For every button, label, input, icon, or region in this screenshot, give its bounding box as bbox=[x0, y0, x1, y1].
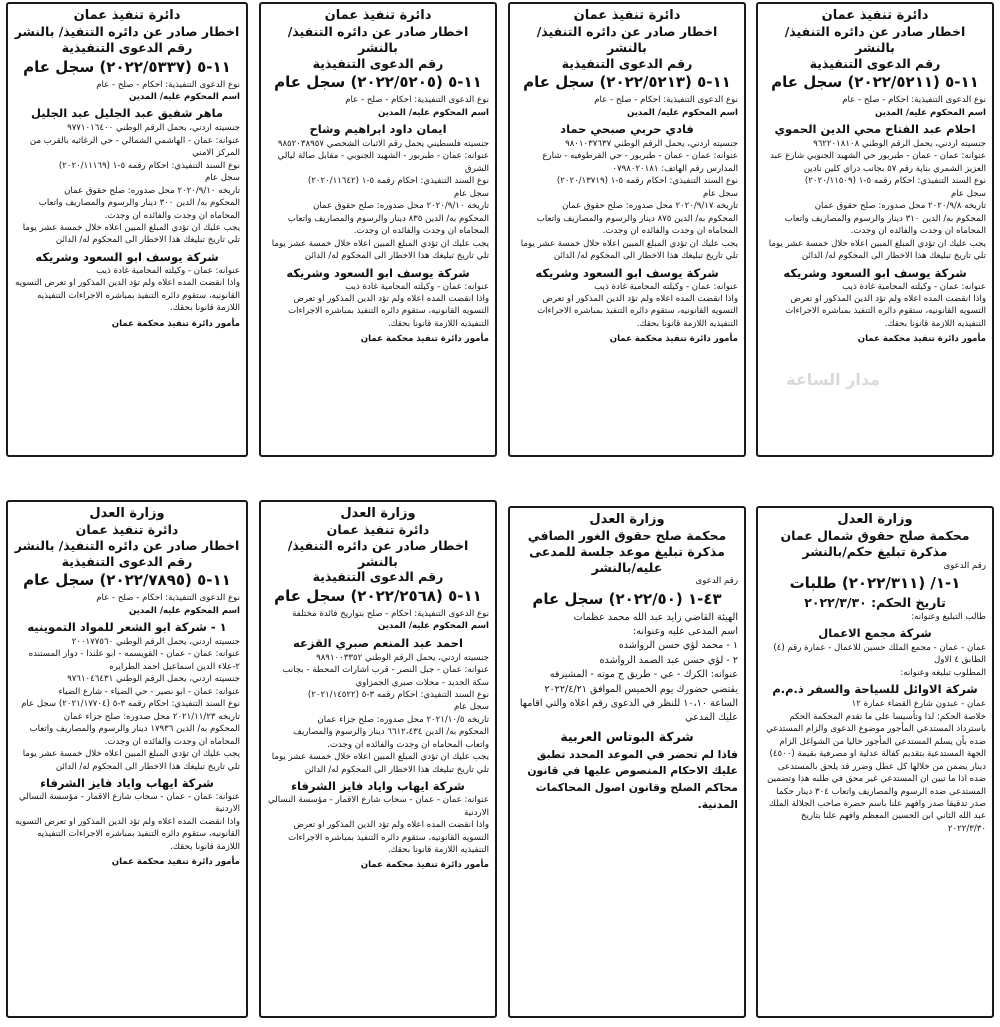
case-number: ١١-٥ (٢٠٢٢/٥٣٣٧) سجل عام bbox=[23, 57, 231, 76]
case-number: ١١-٥ (٢٠٢٢/٧٨٩٥) سجل عام bbox=[23, 571, 231, 590]
creditor-detail: واذا انقضت المده اعلاه ولم تؤد الدين المذكور او تعرض التسويه القانونيه، ستقوم دائره التنفيذ بمباشره الاجراءات التنفيذيه اللازمة قانونا بحقك. bbox=[288, 820, 489, 855]
creditor-detail: عنوانه: عمان - وكيلته المحامية غادة ذيب bbox=[96, 265, 240, 276]
defendant-name: احمد عبد المنعم صبري القزعه bbox=[293, 635, 463, 650]
defendant-label: اسم المحكوم عليه/ المدين bbox=[377, 621, 489, 632]
notice-footer: مأمور دائرة تنفيذ محكمة عمان bbox=[360, 860, 489, 871]
notice-header-line: وزارة العدل bbox=[837, 512, 913, 527]
notice-execution-2568 bbox=[259, 500, 497, 1018]
detail-line: عنوانه: عمان - عمان - طبربور حي الشهيد الجنوبي شارع عبد العزيز الشمري بناية رقم ٥٧ بجانب دراي كلين نادين bbox=[770, 151, 986, 174]
detail-line: جنسيته فلسطيني يحمل رقم الاثبات الشخصي ٩٨٥٢٠٣٨٩٥٧ bbox=[277, 139, 489, 150]
plaintiff-name: شركة البوتاس العربية bbox=[560, 728, 694, 744]
detail-line: يجب عليك ان تؤدي المبلغ المبين اعلاه خلال خمسة عشر يوما تلي تاريخ تبليغك هذا الاخطار الى المحكوم له/ الدائن bbox=[22, 223, 240, 246]
notice-header-line: اخطار صادر عن دائره التنفيذ/ بالنشر bbox=[287, 24, 469, 55]
detail-line: ٢-علاء الدين اسماعيل احمد الطرايره bbox=[109, 661, 240, 672]
creditor-detail: واذا انقضت المده اعلاه ولم تؤد الدين المذكور او تعرض التسويه القانونيه، ستقوم دائره التنفيذ بمباشره الاجراءات التنفيذيه اللازمة قانونا بحقك. bbox=[537, 294, 738, 329]
notice-footer: مأمور دائرة تنفيذ محكمة عمان bbox=[111, 857, 240, 868]
notice-header-line: مذكرة تبليغ حكم/بالنشر bbox=[802, 543, 948, 559]
case-type: نوع الدعوى التنفيذية: احكام - صلح - عام bbox=[96, 593, 240, 604]
notice-header-line: محكمة صلح حقوق الغور الصافي bbox=[527, 528, 727, 544]
notice-header-line: وزارة العدل bbox=[589, 512, 665, 527]
case-type: نوع الدعوى التنفيذية: احكام - صلح - عام bbox=[345, 95, 489, 106]
creditor-company: شركة يوسف ابو السعود وشريكه bbox=[286, 265, 470, 280]
case-number: ٤٣-١ (٢٠٢٢/٥٠) سجل عام bbox=[532, 589, 722, 608]
hearing-line: اسم المدعى عليه وعنوانه: bbox=[633, 625, 738, 637]
creditor-detail: عنوانه: عمان - وكيلته المحامية غادة ذيب bbox=[842, 281, 986, 292]
notice-header-line: اخطار صادر عن دائره التنفيذ/ بالنشر bbox=[14, 537, 240, 553]
detail-line: سجل عام bbox=[453, 188, 489, 199]
defendant-name: فادي حربي صبحي حماد bbox=[560, 122, 694, 137]
creditor-detail: عنوانه: عمان - عمان - سحاب شارع الاقمار - مؤسسة النسالي الاردنية bbox=[268, 795, 489, 818]
notice-hearing-50 bbox=[508, 506, 746, 1018]
notice-header-line: دائرة تنفيذ عمان bbox=[324, 8, 432, 23]
creditor-company: شركة ايهاب واياد فايز الشرفاء bbox=[40, 776, 214, 791]
notice-header-line: اخطار صادر عن دائره التنفيذ/ بالنشر bbox=[14, 24, 240, 40]
detail-line: سجل عام bbox=[702, 188, 738, 199]
hearing-line: عنوانه: الكرك - عي - طريق ج موته - المشيرفه bbox=[549, 669, 738, 681]
notice-header-line: دائرة تنفيذ عمان bbox=[75, 522, 179, 538]
notice-execution-5205 bbox=[259, 2, 497, 457]
hearing-line: يقتضي حضورك يوم الخميس الموافق ٢٠٢٢/٤/٢١ الساعة ١٠،١٠ للنظر في الدعوى رقم اعلاه والتي اقامها عليك المدعي bbox=[519, 683, 738, 724]
detail-line: جنسيته اردني، يحمل الرقم الوطني ٩٦٢٢٠١٨١٠٨ bbox=[813, 139, 986, 150]
detail-line: جنسيته اردني، يحمل الرقم الوطني ٩٨٩١٠٠٣٣٥٢ bbox=[316, 652, 489, 663]
detail-line: سجل عام bbox=[950, 188, 986, 199]
case-label: رقم الدعوى bbox=[943, 560, 986, 571]
notice-header-line: وزارة العدل bbox=[89, 506, 165, 521]
creditor-detail: واذا انقضت المده اعلاه ولم تؤد الدين المذكور او تعرض التسويه القانونيه، ستقوم دائره التنفيذ بمباشره الاجراءات التنفيذيه اللازمة قانونا بحقك. bbox=[15, 278, 240, 314]
judgment-summary: خلاصة الحكم: لذا وتأسيسا على ما تقدم المحكمة الحكم باسترداد المستدعي المأجور موضوع الدعوى والزام المستدعي ضده بأن يسلم المستدعي المأجور خاليا من الشواغل الزام الجهة المستدعية بتقديم كفالة عدلية او مصرفية بقيمة (٤٥٠٠) دينار يضمن من خلالها كل عطل وضرر قد يلحق بالمستدعى ضده اذا ما تبين ان المستدعي غير محق في طلبه هذا وتضمين المستدعى ضده الرسوم والمصاريف واتعاب ٣٠٤ دينار حكما صدر تدقيقا صدر وافهم علنا باسم حضرة صاحب الجلالة الملك عبد الله الثاني ابن الحسين المعظم وافهم علنا بتاريخ ٢٠٢٢/٣/٣٠ bbox=[766, 711, 986, 834]
case-label: رقم الدعوى bbox=[695, 576, 738, 587]
case-type: نوع الدعوى التنفيذية: احكام - صلح - عام bbox=[594, 95, 738, 106]
detail-line: سجل عام bbox=[453, 702, 489, 713]
detail-line: يجب عليك ان تؤدي المبلغ المبين اعلاه خلال خمسة عشر يوما تلي تاريخ تبليغك هذا الاخطار الى المحكوم له/ الدائن bbox=[271, 238, 489, 262]
notice-header-line: اخطار صادر عن دائره التنفيذ/ بالنشر bbox=[287, 537, 469, 569]
notice-header-line: رقم الدعوى التنفيذية bbox=[312, 569, 444, 585]
detail-line: جنسيته اردني، يحمل الرقم الوطني ٩٧٦١٠٤٦٤٣١ bbox=[67, 674, 240, 685]
notice-footer: مأمور دائرة تنفيذ محكمة عمان bbox=[857, 334, 986, 345]
notice-judgment-311 bbox=[756, 506, 994, 1018]
detail-line: تاريخه ٢٠٢١/١٠/٥ محل صدوره: صلح جزاء عمان bbox=[317, 714, 489, 725]
case-type: نوع الدعوى التنفيذية: احكام - صلح - عام bbox=[842, 95, 986, 106]
judgment-date: تاريخ الحكم: ٢٠٢٢/٣/٣٠ bbox=[804, 594, 946, 610]
notice-header-line: رقم الدعوى التنفيذية bbox=[809, 55, 941, 71]
notice-footer: مأمور دائرة تنفيذ محكمة عمان bbox=[609, 334, 738, 345]
defendant-name: ماهر شفيق عبد الجليل عبد الجليل bbox=[30, 106, 224, 121]
hearing-line: الهيئة القاضي زايد عبد الله محمد عظمات bbox=[573, 611, 738, 623]
defendant-name: ايمان داود ابراهيم وشاح bbox=[309, 122, 447, 137]
case-number: ١١-٥ (٢٠٢٢/٥٢٠٥) سجل عام bbox=[274, 73, 482, 92]
detail-line: نوع السند التنفيذي: احكام رقمه ٥-١ (٢٠٢٠/١١٥٠٩) bbox=[804, 176, 986, 187]
notice-header-line: رقم الدعوى التنفيذية bbox=[61, 553, 193, 569]
detail-line: جنسيته اردني، يحمل الرقم الوطني ٩٨٠١٠٣٧٦٣٧ bbox=[565, 139, 738, 150]
detail-line: نوع السند التنفيذي: احكام رقمه ٥-١ (٢٠٢٠/١١١٦٩) bbox=[58, 160, 240, 171]
notice-header-line: وزارة العدل bbox=[340, 506, 416, 521]
creditor-detail: عنوانه: عمان - عمان - سحاب شارع الاقمار - مؤسسة النسالي الاردنية bbox=[19, 792, 240, 815]
detail-line: المحكوم به/ الدين ٣١٠ دينار والرسوم والمصاريف واتعاب المحاماه ان وجدت والفائده ان وجدت. bbox=[784, 213, 986, 237]
notice-footer: مأمور دائرة تنفيذ محكمة عمان bbox=[360, 334, 489, 345]
detail-line: المحكوم به/ الدين ٦٦١٢،٤٣٤ دينار والرسوم والمصاريف واتعاب المحاماه ان وجدت والفائده ان وجدت. bbox=[293, 727, 489, 750]
detail-line: يجب عليك ان تؤدي المبلغ المبين اعلاه خلال خمسة عشر يوما تلي تاريخ تبليغك هذا الاخطار الى المحكوم له/ الدائن bbox=[271, 752, 489, 775]
detail-line: المحكوم به/ الدين ١٧٩٣٦ دينار والرسوم والمصاريف واتعاب المحاماه ان وجدت والفائده ان وجدت. bbox=[29, 724, 240, 747]
notice-header-line: دائرة تنفيذ عمان bbox=[73, 8, 181, 23]
notice-footer: مأمور دائرة تنفيذ محكمة عمان bbox=[111, 318, 240, 329]
creditor-detail: عنوانه: عمان - وكيلته المحامية غادة ذيب bbox=[345, 281, 489, 292]
detail-line: عنوانه: عمان - ابو نصير - حي الضياء - شارع الضياء bbox=[58, 686, 240, 697]
detail-line: عنوانه: عمان - جبل النصر - قرب اشارات المحطة - بجانب سكة الحديد - محلات صبري الجمزاوي bbox=[282, 665, 489, 688]
case-type: نوع الدعوى التنفيذية: احكام - صلح بتواريخ فائدة مختلفة bbox=[292, 608, 489, 619]
defendant-label: اسم المحكوم عليه/ المدين bbox=[128, 91, 240, 102]
creditor-company: شركة يوسف ابو السعود وشريكه bbox=[783, 265, 967, 280]
creditor-company: شركة يوسف ابو السعود وشريكه bbox=[35, 249, 219, 264]
hearing-closing: فاذا لم تحضر في الموعد المحدد تطبق عليك الاحكام المنصوص عليها في قانون محاكم الصلح وقانون اصول المحاكمات المدنية. bbox=[527, 747, 738, 811]
detail-line: يجب عليك ان تؤدي المبلغ المبين اعلاه خلال خمسة عشر يوما تلي تاريخ تبليغك هذا الاخطار الى المحكوم له/ الدائن bbox=[22, 749, 240, 772]
notice-execution-7895 bbox=[6, 500, 248, 1018]
detail-line: جنسيته اردني، يحمل الرقم الوطني ٢٠٠١٧٧٥٦٠ bbox=[71, 637, 240, 648]
notice-header-line: رقم الدعوى التنفيذية bbox=[561, 55, 693, 71]
creditor-detail: واذا انقضت المده اعلاه ولم تؤد الدين المذكور او تعرض التسويه القانونيه، ستقوم دائره التنفيذ بمباشره الاجراءات التنفيذيه اللازمة قانونا بحقك. bbox=[785, 294, 986, 329]
detail-line: تاريخه ٢٠٢٠/٩/١٧ محل صدوره: صلح حقوق عمان bbox=[562, 201, 738, 212]
detail-line: سجل عام bbox=[204, 173, 240, 184]
notice-execution-5337 bbox=[6, 2, 248, 457]
case-number: ١١-٥ (٢٠٢٢/٥٢١٣) سجل عام bbox=[523, 73, 731, 92]
notice-header-line: اخطار صادر عن دائره التنفيذ/ بالنشر bbox=[536, 24, 718, 55]
detail-line: يجب عليك ان تؤدي المبلغ المبين اعلاه خلال خمسة عشر يوما تلي تاريخ تبليغك هذا الاخطار الى المحكوم له/ الدائن bbox=[520, 238, 738, 262]
notice-header-line: دائرة تنفيذ عمان bbox=[821, 8, 929, 23]
detail-line: عنوانه: عمان - عمان - طبربور - حي القرطوفيه - شارع المدارس رقم الهاتف: ٠٧٩٨٠٢٠١٨١ bbox=[542, 151, 738, 174]
requester-label: طالب التبليغ وعنوانه: bbox=[911, 611, 986, 622]
notice-execution-5211 bbox=[756, 2, 994, 457]
notice-header-line: محكمة صلح حقوق شمال عمان bbox=[780, 528, 970, 544]
case-type: نوع الدعوى التنفيذية: احكام - صلح - عام bbox=[96, 79, 240, 90]
creditor-company: شركة يوسف ابو السعود وشريكه bbox=[535, 265, 719, 280]
requester-address: عمان - عمان - مجمع الملك حسين للاعمال - عمارة رقم (٤) الطابق ٤ الاول bbox=[773, 643, 986, 666]
creditor-detail: واذا انقضت المده اعلاه ولم تؤد الدين المذكور او تعرض التسويه القانونيه، ستقوم دائره التنفيذ بمباشره الاجراءات التنفيذيه اللازمة قانونا بحقك. bbox=[15, 816, 240, 852]
detail-line: تاريخه ٢٠٢٠/٩/١٠ محل صدوره: صلح حقوق عمان bbox=[64, 185, 240, 196]
notice-header-line: دائرة تنفيذ عمان bbox=[573, 8, 681, 23]
detail-line: المحكوم به/ الدين ٨٣٥ دينار والرسوم والمصاريف واتعاب المحاماه ان وجدت والفائده ان وجدت. bbox=[287, 213, 489, 237]
detail-line: يجب عليك ان تؤدي المبلغ المبين اعلاه خلال خمسة عشر يوما تلي تاريخ تبليغك هذا الاخطار الى المحكوم له/ الدائن bbox=[768, 238, 986, 262]
detail-line: نوع السند التنفيذي: احكام رقمه ٣-٥ (٢٠٢١/١٧٧٠٤) سجل عام تاريخه ٢٠٢١/١١/٢٣ محل صدوره: صلح جزاء عمان bbox=[21, 699, 240, 722]
respondent-label: المطلوب تبليغه وعنوانه: bbox=[900, 667, 986, 678]
detail-line: نوع السند التنفيذي: احكام رقمه ٥-١ (٢٠٢٠/١١٦٤٢) bbox=[307, 176, 489, 187]
creditor-detail: واذا انقضت المده اعلاه ولم تؤد الدين المذكور او تعرض التسويه القانونيه، ستقوم دائره التنفيذ بمباشره الاجراءات التنفيذيه اللازمة قانونا بحقك. bbox=[288, 294, 489, 329]
defendant-label: اسم المحكوم عليه/ المدين bbox=[626, 107, 738, 118]
detail-line: المحكوم به/ الدين ٨٧٥ دينار والرسوم والمصاريف واتعاب المحاماه ان وجدت والفائده ان وجدت. bbox=[536, 213, 738, 237]
notice-header-line: دائرة تنفيذ عمان bbox=[326, 522, 430, 538]
defendant-label: اسم المحكوم عليه/ المدين bbox=[128, 605, 240, 616]
detail-line: جنسيته اردني، يحمل الرقم الوطني ٩٧٧١٠١٦٤٠٠ bbox=[67, 123, 240, 134]
creditor-company: شركة ايهاب واياد فايز الشرفاء bbox=[291, 779, 465, 794]
notice-header-line: رقم الدعوى التنفيذية bbox=[61, 39, 193, 55]
respondent-name: شركة الاوائل للسياحة والسفر ذ.م.م bbox=[772, 682, 978, 697]
case-number: ١١-٥ (٢٠٢٢/٥٢١١) سجل عام bbox=[771, 73, 979, 92]
hearing-line: ١ - محمد لؤي حسن الرواشده bbox=[618, 640, 738, 652]
hearing-line: ٢ - لؤي حسن عبد الصمد الرواشده bbox=[599, 654, 738, 666]
defendant-name: ١ - شركة ابو الشعر للمواد التموينيه bbox=[27, 620, 227, 635]
detail-line: عنوانه: عمان - الهاشمي الشمالي - حي الرغاثيه بالقرب من المركز الامني bbox=[29, 135, 240, 159]
notice-execution-5213 bbox=[508, 2, 746, 457]
defendant-name: احلام عبد الفتاح محي الدين الحموي bbox=[774, 122, 976, 137]
notice-header-line: رقم الدعوى التنفيذية bbox=[312, 55, 444, 71]
defendant-label: اسم المحكوم عليه/ المدين bbox=[874, 107, 986, 118]
defendant-label: اسم المحكوم عليه/ المدين bbox=[377, 107, 489, 118]
detail-line: نوع السند التنفيذي: احكام رقمه ٣-٥ (٢٠٢١/١٤٥٢٢) bbox=[307, 690, 489, 701]
notice-header-line: مذكرة تبليغ موعد جلسة للمدعى عليه/بالنشر bbox=[529, 543, 725, 575]
case-number: ١-١/ (٢٠٢٢/٣١١) طلبات bbox=[789, 573, 961, 592]
detail-line: عنوانه: عمان - عمان - القويسمه - ابو علندا - دوار المستنده bbox=[28, 649, 240, 660]
detail-line: تاريخه ٢٠٢٠/٩/١٠ محل صدوره: صلح حقوق عمان bbox=[313, 201, 489, 212]
detail-line: تاريخه ٢٠٢٠/٩/٨ محل صدوره: صلح حقوق عمان bbox=[814, 201, 986, 212]
detail-line: نوع السند التنفيذي: احكام رقمه ٥-١ (٢٠٢٠/١٣٧١٩) bbox=[556, 176, 738, 187]
watermark: مدار الساعة bbox=[786, 370, 880, 389]
notice-header-line: اخطار صادر عن دائره التنفيذ/ بالنشر bbox=[784, 24, 966, 55]
requester-name: شركة مجمع الاعمال bbox=[818, 626, 932, 641]
creditor-detail: عنوانه: عمان - وكيلته المحامية غادة ذيب bbox=[594, 281, 738, 292]
detail-line: عنوانه: عمان - طبربور - الشهيد الجنوبي - مقابل صالة ليالي الشرق bbox=[277, 151, 489, 174]
detail-line: المحكوم به/ الدين ٣٠٠ دينار والرسوم والمصاريف واتعاب المحاماه ان وجدت والفائده ان وجدت. bbox=[38, 198, 240, 221]
case-number: ١١-٥ (٢٠٢٢/٢٥٦٨) سجل عام bbox=[274, 586, 482, 605]
respondent-address: عمان - عبدون شارع القضاء عمارة ١٢ bbox=[851, 699, 986, 710]
